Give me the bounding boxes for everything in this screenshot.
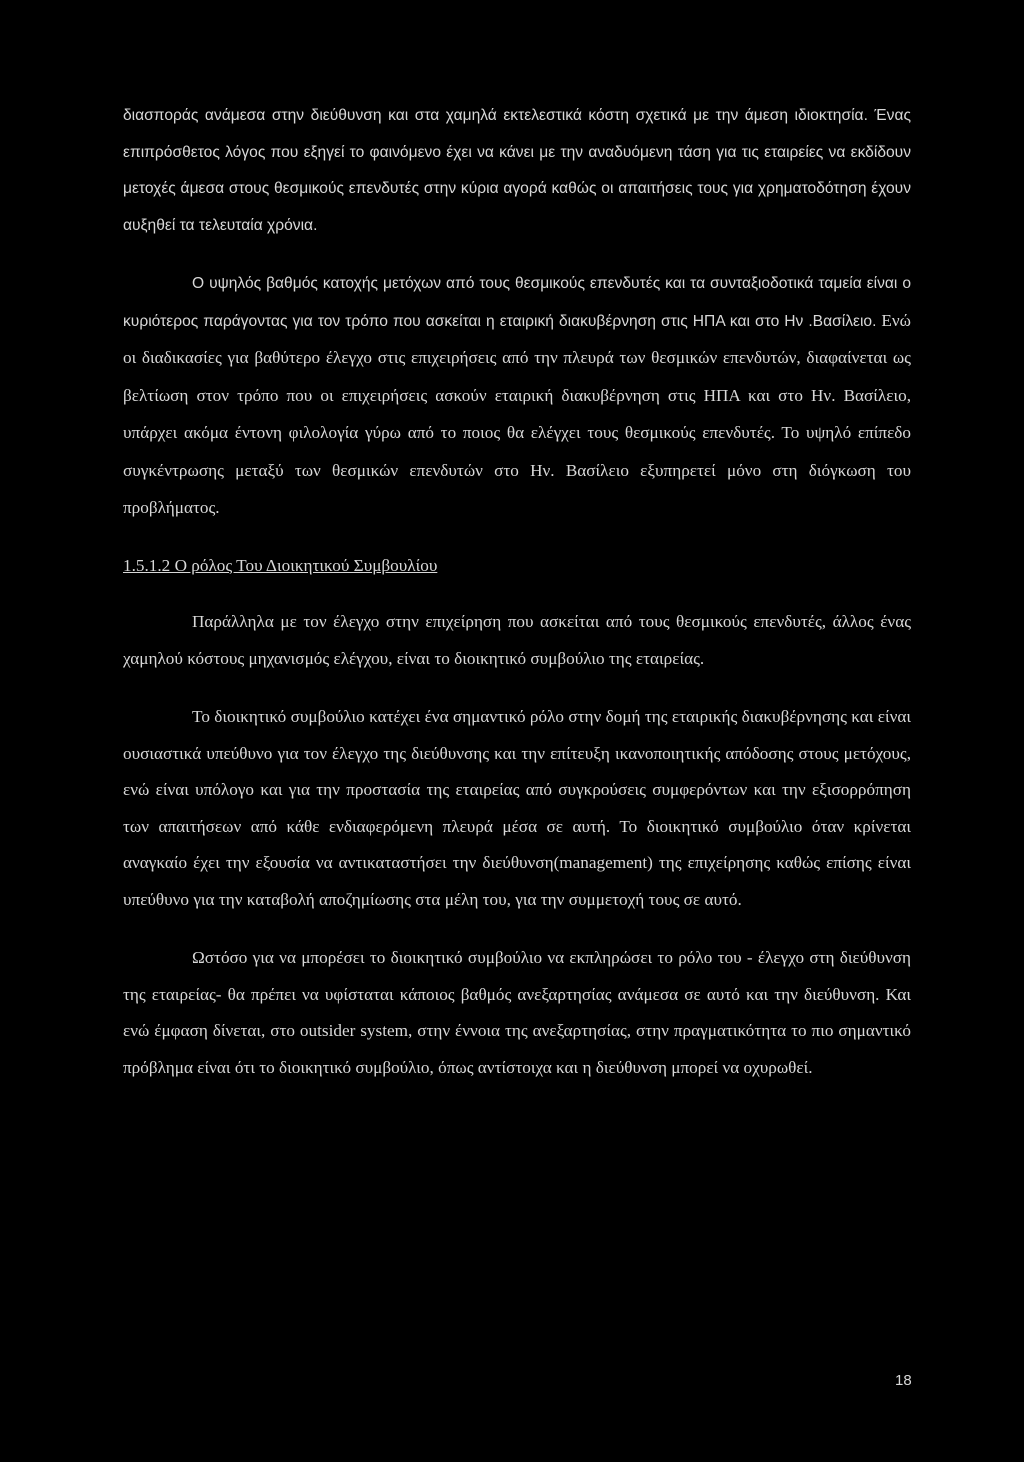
document-body [123,98,911,1086]
paragraph-1: διασποράς ανάμεσα στην διεύθυνση και στα χαμηλά εκτελεστικά κόστη σχετικά με την άμεση ιδιοκτησία. Ένας επιπρόσθετος λόγος που εξηγεί το φαινόμενο έχει να κάνει με την αναδυόμενη τάση για τις εταιρείες να εκδίδουν μετοχές άμεσα στους θεσμικούς επενδυτές στην κύρια αγορά καθώς οι απαιτήσεις τους για χρηματοδότηση έχουν αυξηθεί τα τελευταία χρόνια. [123,107,911,234]
paragraph-2-sans-run: Ο υψηλός βαθμός κατοχής μετόχων από τους θεσμικούς επενδυτές και τα συνταξιοδοτικά ταμεία είναι ο κυριότερος παράγοντας για τον τρόπο που ασκείται η εταιρική διακυβέρνηση στις ΗΠΑ και στο Ην .Βασίλειο. [123,275,911,330]
paragraph-2 [123,266,911,528]
paragraph-5: Ωστόσο για να μπορέσει το διοικητικό συμβούλιο να εκπληρώσει το ρόλο του - έλεγχο στη διεύθυνση της εταιρείας- θα πρέπει να υφίσταται κάποιος βαθμός ανεξαρτησίας ανάμεσα σε αυτό και την διεύθυνση. Και ενώ έμφαση δίνεται, στο outsider system, στην έννοια της ανεξαρτησίας, στην πραγματικότητα το πιο σημαντικό πρόβλημα είναι ότι το διοικητικό συμβούλιο, όπως αντίστοιχα και η διεύθυνση μπορεί να οχυρωθεί. [123,948,911,1077]
paragraph-3: Παράλληλα με τον έλεγχο στην επιχείρηση που ασκείται από τους θεσμικούς επενδυτές, άλλος ένας χαμηλού κόστους μηχανισμός ελέγχου, είναι το διοικητικό συμβούλιο της εταιρείας. [123,612,911,668]
section-heading [123,548,911,585]
page-number: 18 [895,1372,912,1389]
paragraph-4: Το διοικητικό συμβούλιο κατέχει ένα σημαντικό ρόλο στην δομή της εταιρικής διακυβέρνησης και είναι ουσιαστικά υπεύθυνο για τον έλεγχο της διεύθυνσης και την επίτευξη ικανοποιητικής απόδοσης στους μετόχους, ενώ είναι υπόλογο και για την προστασία της εταιρείας από συγκρούσεις συμφερόντων και την εξισορρόπηση των απαιτήσεων από κάθε ενδιαφερόμενη πλευρά μέσα σε αυτή. Το διοικητικό συμβούλιο όταν κρίνεται αναγκαίο έχει την εξουσία να αντικαταστήσει την διεύθυνση(management) της επιχείρησης καθώς επίσης είναι υπεύθυνο για την καταβολή αποζημίωσης στα μέλη του, για την συμμετοχή τους σε αυτό. [123,707,911,909]
paragraph-2-serif-run: Ενώ οι διαδικασίες για βαθύτερο έλεγχο στις επιχειρήσεις από την πλευρά των θεσμικών επενδυτών, διαφαίνεται ως βελτίωση στον τρόπο που οι επιχειρήσεις ασκούν εταιρική διακυβέρνηση στις ΗΠΑ και στο Ην. Βασίλειο, υπάρχει ακόμα έντονη φιλολογία γύρω από το ποιος θα ελέγχει τους θεσμικούς επενδυτές. Το υψηλό επίπεδο συγκέντρωσης μεταξύ των θεσμικών επενδυτών στο Ην. Βασίλειο εξυπηρετεί μόνο στη διόγκωση του προβλήματος. [123,310,911,517]
section-heading-text: 1.5.1.2 Ο ρόλος Του Διοικητικού Συμβουλίου [123,555,438,575]
